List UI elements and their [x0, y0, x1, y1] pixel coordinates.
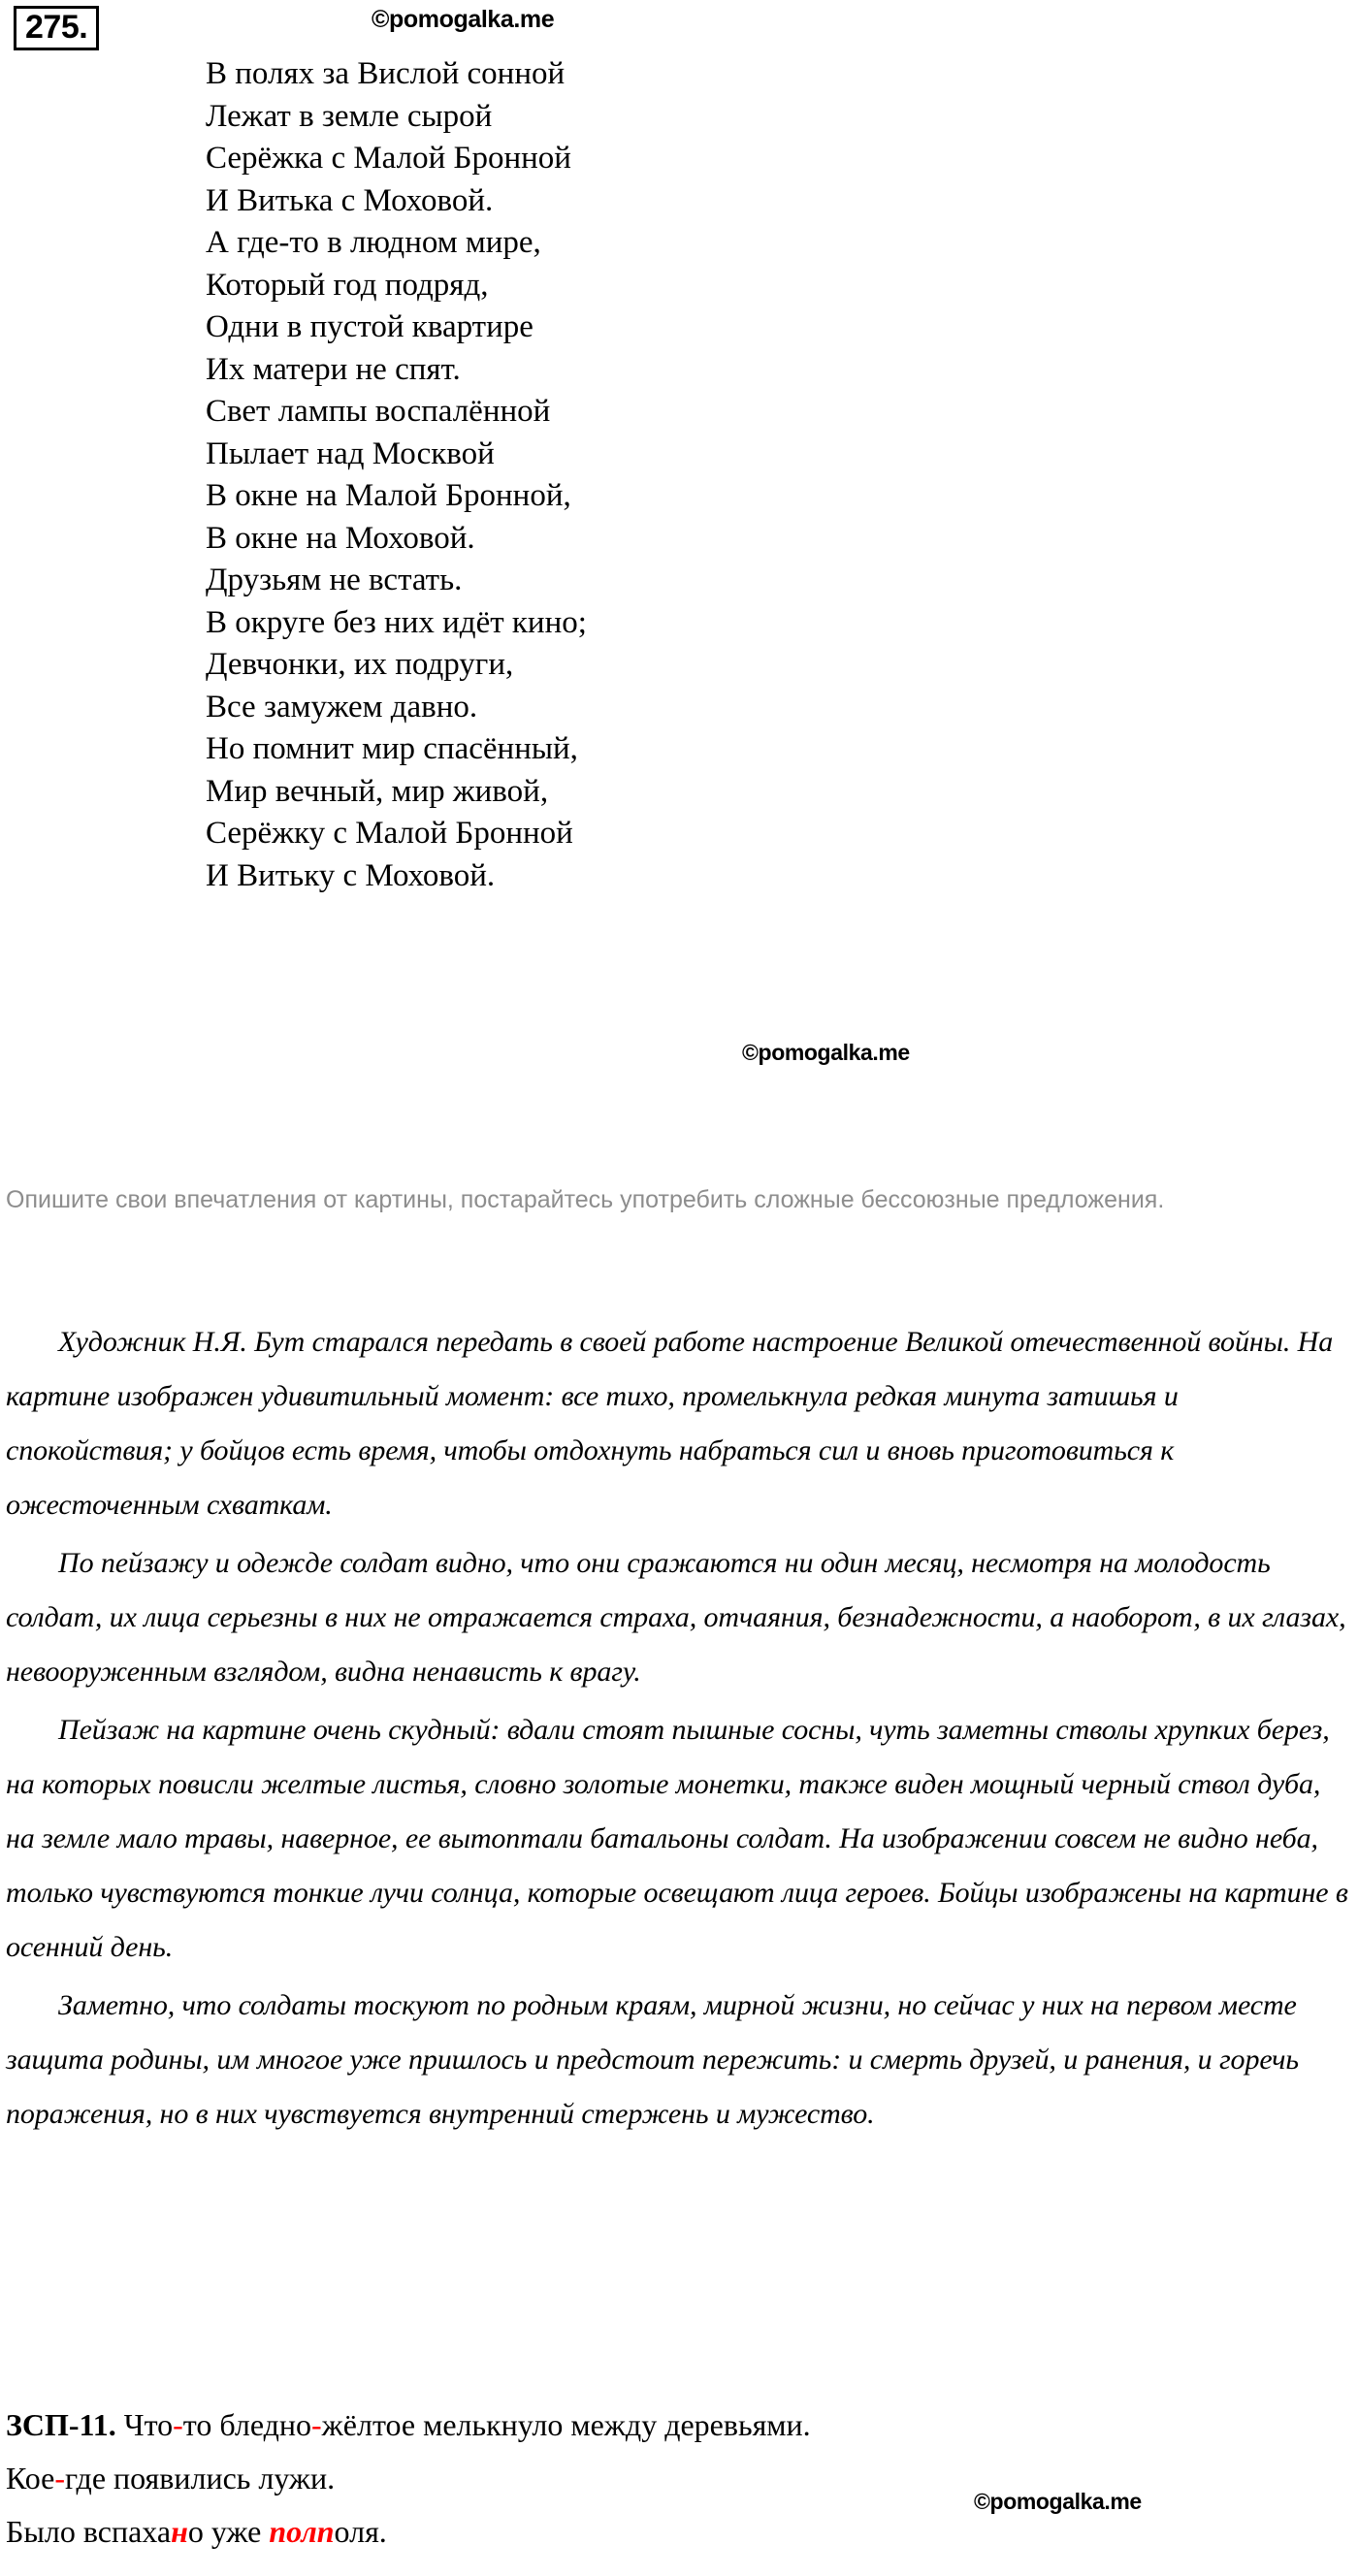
poem-line: Их матери не спят.: [206, 351, 461, 387]
poem-line: Но помнит мир спасённый,: [206, 731, 578, 766]
poem-line: В окне на Малой Бронной,: [206, 478, 571, 513]
answer-paragraph: По пейзажу и одежде солдат видно, что они сражаются ни один месяц, несмотря на молодость солдат, их лица серьезны в них не отражается страха, отчаяния, безнадежности, а наоборот, в их глазах, невооруженным взглядом, видна ненависть к врагу.: [6, 1547, 1346, 1688]
watermark-top: ©pomogalka.me: [372, 6, 555, 33]
zsp-line-2-part-a: Кое: [6, 2461, 55, 2496]
watermark-bottom: ©pomogalka.me: [974, 2489, 1142, 2514]
poem-line: Свет лампы воспалённой: [206, 394, 551, 429]
zsp-line-1-part-a: Что: [115, 2407, 174, 2442]
zsp-highlight-hyphen: -: [54, 2461, 65, 2496]
answer-paragraph: Заметно, что солдаты тоскуют по родным краям, мирной жизни, но сейчас у них на первом месте защита родины, им многое уже пришлось и предстоит пережить: и смерть друзей, и ранения, и горечь поражения, но в них чувствуется внутренний стержень и мужество.: [6, 1989, 1299, 2130]
poem-line: Который год подряд,: [206, 267, 489, 303]
exercise-number: 275.: [25, 9, 88, 46]
poem-line: Серёжка с Малой Бронной: [206, 141, 571, 176]
zsp-line-2-part-b: где появились лужи.: [65, 2461, 336, 2496]
poem-line: В округе без них идёт кино;: [206, 604, 587, 640]
zsp-highlight-hyphen: -: [173, 2407, 183, 2442]
poem-line: Одни в пустой квартире: [206, 309, 534, 344]
poem-line: А где-то в людном мире,: [206, 225, 541, 260]
zsp-line-1-part-c: жёлтое мелькнуло между деревьями.: [321, 2407, 811, 2442]
poem-line: Девчонки, их подруги,: [206, 647, 514, 682]
poem-block: [206, 53, 788, 897]
answer-paragraph: Художник Н.Я. Бут старался передать в своей работе настроение Великой отечественной войны. На картине изображен удивитильный момент: все тихо, промелькнула редкая минута затишья и спокойствия; у бойцов есть время, чтобы отдохнуть набраться сил и вновь приготовиться к ожесточенным схваткам.: [6, 1326, 1334, 1521]
poem-line: В окне на Моховой.: [206, 520, 475, 556]
poem-line: Все замужем давно.: [206, 689, 478, 724]
zsp-line-1: [6, 2399, 976, 2452]
exercise-number-badge: [14, 6, 99, 50]
zsp-line-3-part-b: о уже: [187, 2514, 270, 2549]
zsp-block: [6, 2399, 976, 2559]
poem-line: В полях за Вислой сонной: [206, 56, 566, 91]
zsp-label: ЗСП-11.: [6, 2407, 116, 2442]
zsp-line-2: [6, 2452, 976, 2505]
poem-line: Друзьям не встать.: [206, 563, 463, 597]
answer-paragraph: Пейзаж на картине очень скудный: вдали стоят пышные сосны, чуть заметны стволы хрупких берез, на которых повисли желтые листья, словно золотые монетки, также виден мощный черный ствол дуба, на земле мало травы, наверное, ее вытоптали батальоны солдат. На изображении совсем не видно неба, только чувствуются тонкие лучи солнца, которые освещают лица героев. Бойцы изображены на картине в осенний день.: [6, 1714, 1348, 1963]
zsp-line-3-part-a: Было вспаха: [6, 2514, 172, 2549]
zsp-line-3: [6, 2505, 976, 2559]
zsp-highlight-prefix: полп: [269, 2514, 335, 2549]
watermark-middle: ©pomogalka.me: [742, 1040, 910, 1065]
poem-line: Мир вечный, мир живой,: [206, 773, 549, 809]
task-prompt: Опишите свои впечатления от картины, постарайтесь употребить сложные бессоюзные предложения.: [6, 1186, 1165, 1213]
answer-body: [6, 1315, 1349, 2145]
poem-line: Лежат в земле сырой: [206, 98, 493, 134]
poem-line: И Витьку с Моховой.: [206, 857, 496, 893]
zsp-highlight-hyphen: -: [311, 2407, 322, 2442]
zsp-line-1-part-b: то бледно: [182, 2407, 311, 2442]
poem-line: Серёжку с Малой Бронной: [206, 816, 573, 851]
zsp-line-3-part-c: оля.: [334, 2514, 387, 2549]
zsp-highlight-suffix: н: [171, 2514, 188, 2549]
poem-line: Пылает над Москвой: [206, 435, 495, 471]
poem-line: И Витька с Моховой.: [206, 182, 494, 218]
